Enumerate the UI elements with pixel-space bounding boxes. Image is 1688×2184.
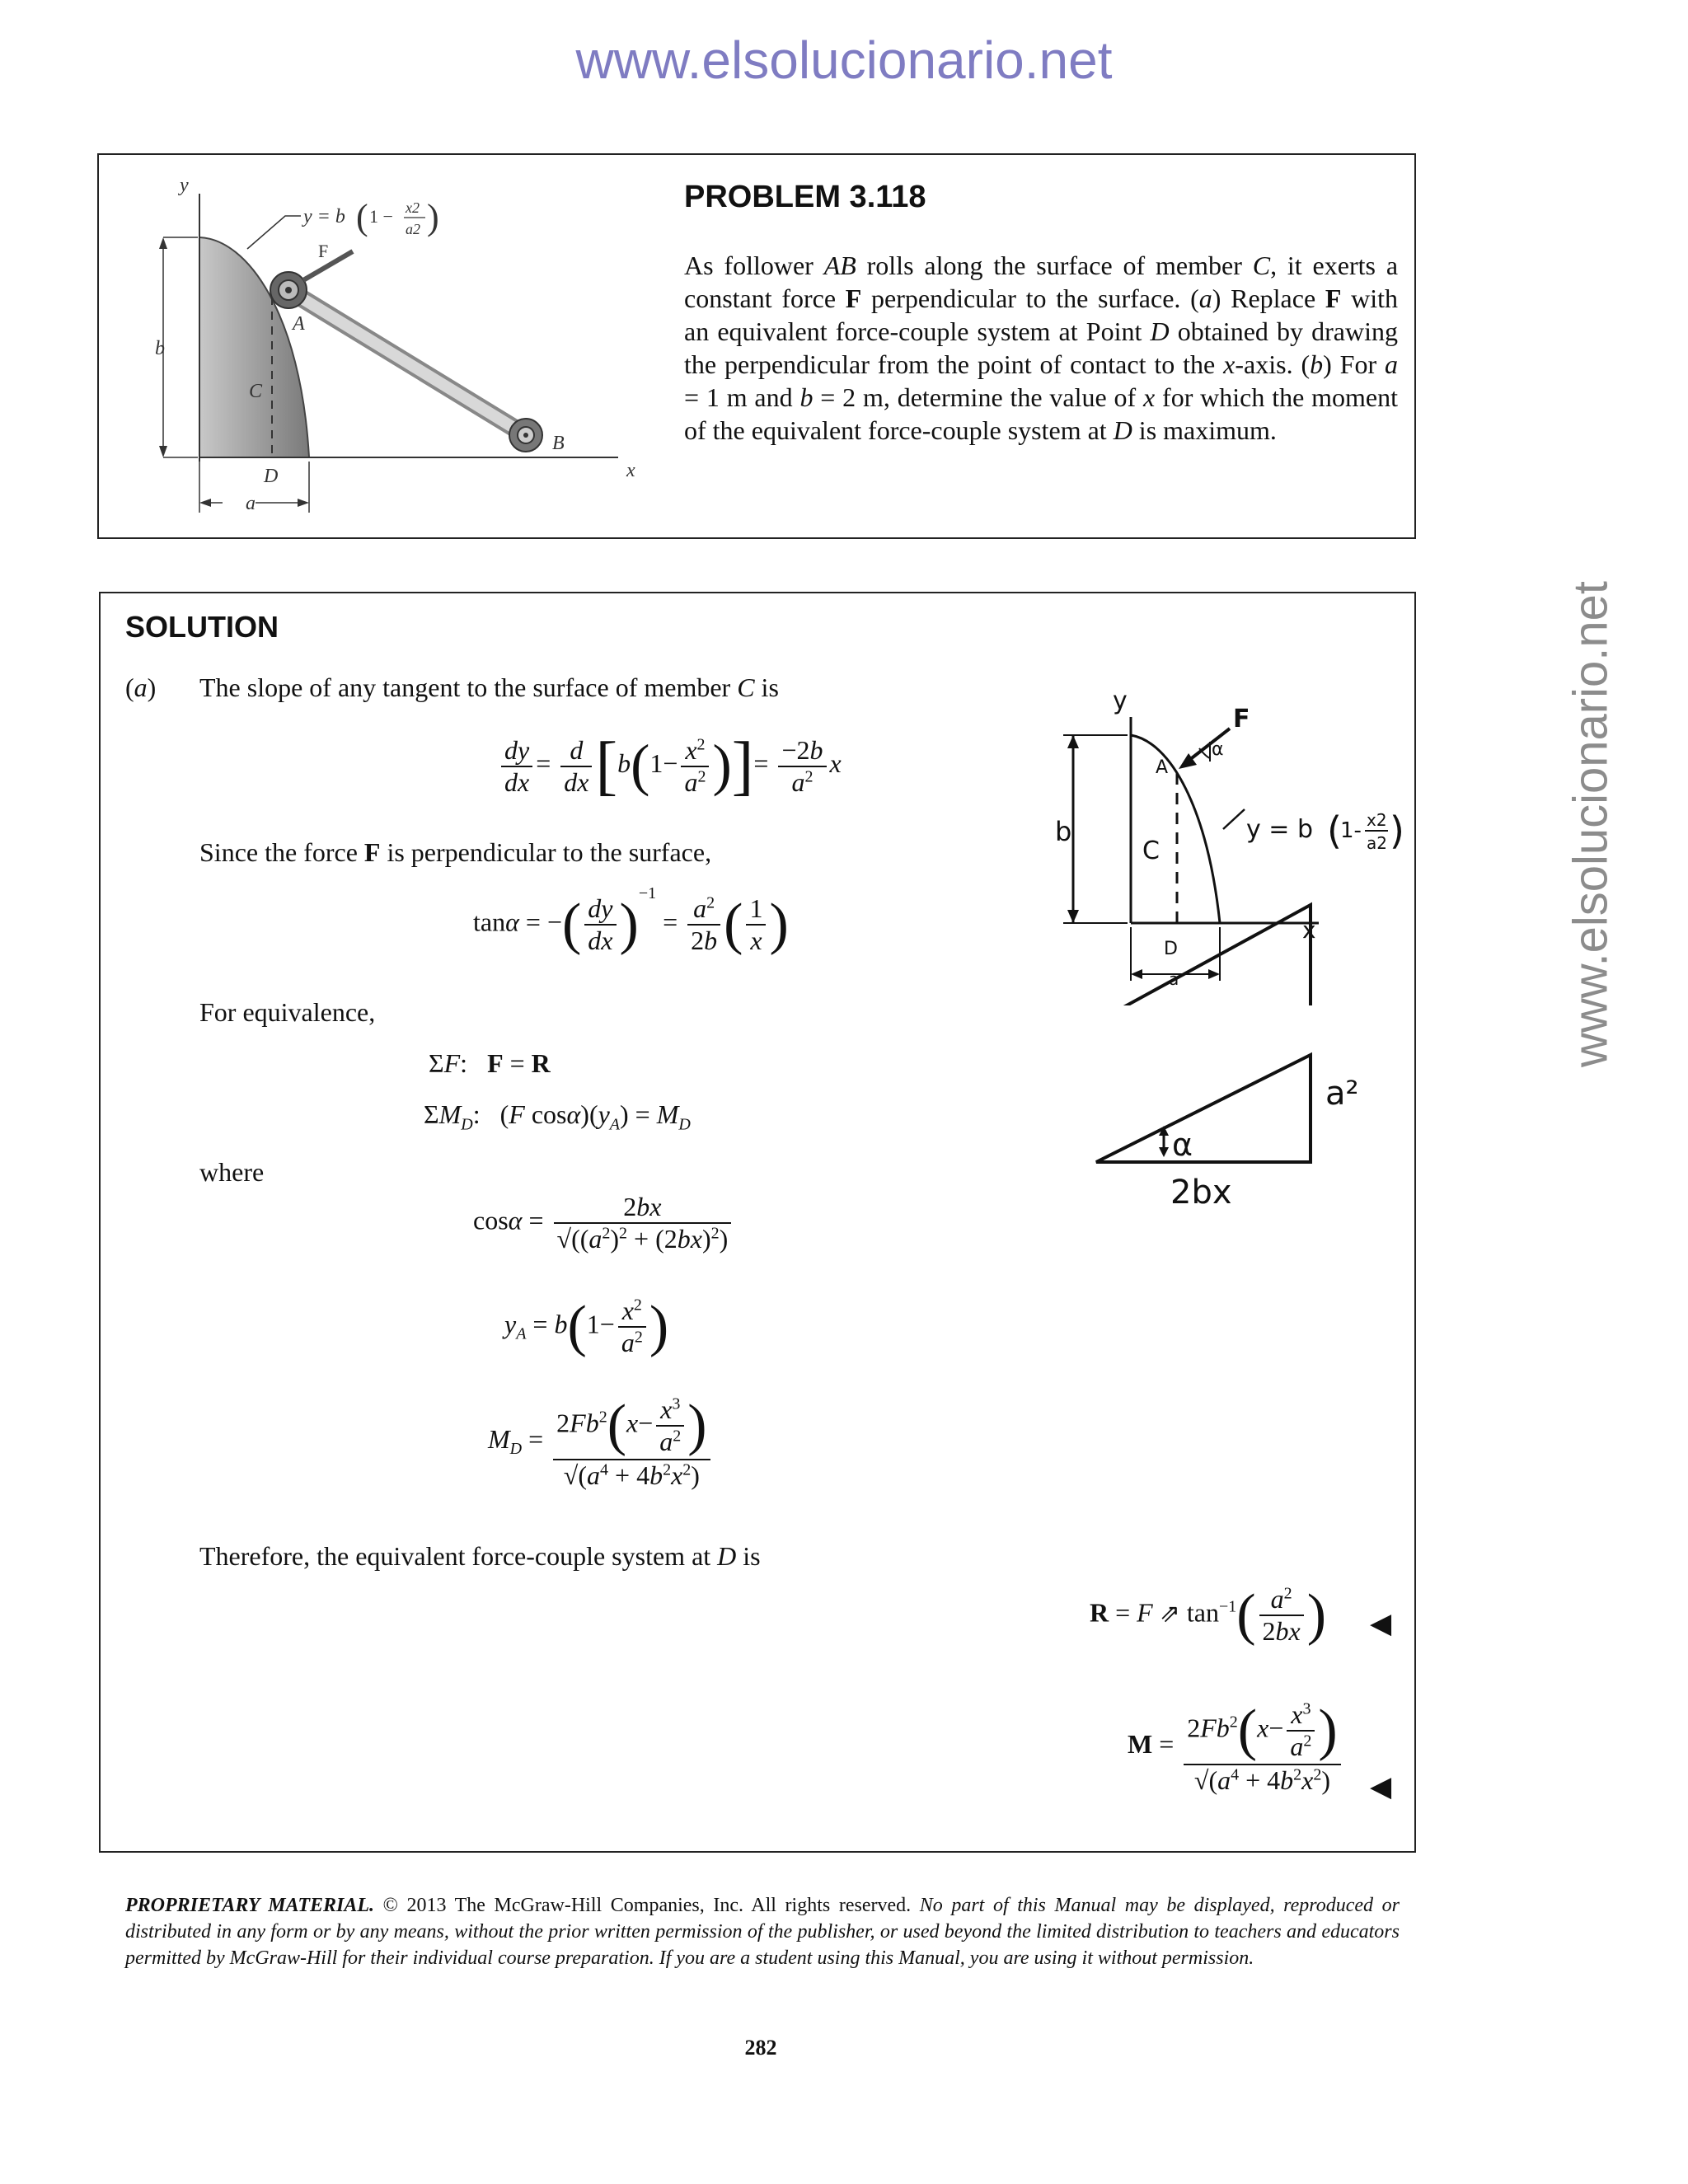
fig-curve-label: y = b [303, 206, 345, 227]
equation-sum-moments: $\Sigma M_D$: (F $\cos\alpha)(y_A) = M_D$ [424, 1099, 691, 1134]
watermark-side: www.elsolucionario.net [1564, 581, 1618, 1067]
sketch-label-D: D [1164, 939, 1178, 959]
sketch-label-C: C [1142, 837, 1160, 865]
svg-text:1-: 1- [1340, 818, 1362, 843]
sketch-label-alpha-1: α [1212, 739, 1224, 760]
svg-text:(: ( [356, 197, 368, 237]
watermark-top: www.elsolucionario.net [575, 30, 1113, 90]
svg-text:): ) [1390, 808, 1404, 853]
equation-MD: $M_D$ = $2Fb^2(x-$ $\frac{x^3}{a^2}$ ) $√(a^4 + 4b^2x^2)$ [488, 1393, 714, 1491]
sketch-label-y: y [1113, 687, 1128, 715]
problem-title: PROBLEM 3.118 [684, 180, 926, 214]
problem-statement: As follower AB rolls along the surface of member C, it exerts a constant force F perpendicular to the surface. (a) Replace F with an equivalent force-couple system at Point D obtained by drawing the perpendicular from the point of contact to the x-axis. (b) For a = 1 m and b = 2 m, determine the value of x for which the moment of the equivalent force-couple system at D is maximum. [684, 251, 1399, 445]
triangle-2bx: 2bx [1170, 1174, 1232, 1212]
therefore-line: Therefore, the equivalent force-couple system at D is [199, 1541, 761, 1571]
sketch-label-A: A [1156, 757, 1169, 778]
equation-tan-alpha: tanα = −( $\frac{dy}{dx}$ )$^{-1}$ = $\frac{a^2}{2b}$ ( $\frac{1}{x}$ ) [473, 883, 789, 956]
equation-yA: $y_A = b(1-$ $\frac{x^2}{a^2}$ ) [504, 1295, 669, 1358]
sketch-label-b: b [1055, 816, 1072, 847]
fig-label-F: F [318, 241, 329, 261]
answer-M: M = $2Fb^2(x-$ $\frac{x^3}{a^2}$ ) $√(a^4 + 4b^2x^2)$ [1128, 1698, 1344, 1796]
fig-label-D: D [264, 466, 279, 487]
fig-curve-one: 1 − [369, 206, 393, 227]
solution-line-2: Since the force F is perpendicular to the surface, [199, 837, 712, 867]
svg-text:(: ( [1327, 808, 1342, 853]
fig-label-A: A [293, 313, 305, 335]
answer-R: R = F ⇗ $\tan^{-1}$( $\frac{a^2}{2bx}$ ) [1090, 1583, 1327, 1647]
solution-title: SOLUTION [125, 610, 279, 644]
equation-slope: $\frac{dy}{dx}$ = $\frac{d}{dx}$ [b(1− $\frac{x^2}{a^2}$ )]= $\frac{-2b}{a^2}$ x [498, 729, 842, 804]
sketch-curve-label: y = b [1246, 815, 1314, 844]
fig-curve-num: x2 [406, 199, 420, 216]
part-a-label: (a) [125, 673, 157, 702]
where-label: where [199, 1157, 265, 1187]
solution-sketch [1055, 676, 1418, 1005]
fig-label-x: x [626, 460, 635, 481]
copyright-footer: PROPRIETARY MATERIAL. © 2013 The McGraw-Hill Companies, Inc. All rights reserved. No part of this Manual may be displayed, reproduced or distributed in any form or by any means, without the prior written permission of the publisher, or used beyond the limited distribution to teachers and educators permitted by McGraw-Hill for their individual course preparation. If you are a student using this Manual, you are using it without permission. [125, 1895, 1400, 1969]
fig-label-b: b [155, 338, 165, 359]
fig-label-a: a [246, 493, 256, 514]
fig-curve-den: a2 [406, 221, 420, 237]
sketch-label-x: x [1302, 916, 1316, 944]
solution-line-1: The slope of any tangent to the surface of member C is [199, 673, 779, 702]
svg-text:): ) [427, 197, 439, 237]
triangle-a2: a² [1325, 1075, 1359, 1113]
sketch-label-F: F [1233, 705, 1250, 733]
answer-marker-R: ◀ [1370, 1609, 1392, 1639]
sketch-label-a: a [1169, 969, 1179, 989]
sketch-curve-den: a2 [1367, 833, 1387, 853]
fig-label-y: y [180, 175, 189, 196]
page-number: 282 [744, 2036, 777, 2060]
equation-sum-forces: ΣF: F = R [429, 1048, 551, 1078]
fig-label-C: C [249, 381, 263, 402]
sketch-curve-num: x2 [1367, 810, 1387, 830]
triangle-sketch [1071, 1030, 1401, 1220]
problem-figure [124, 165, 651, 519]
answer-marker-M: ◀ [1370, 1772, 1392, 1802]
fig-label-B: B [552, 433, 565, 454]
triangle-alpha: α [1172, 1127, 1193, 1163]
equation-cos-alpha: cosα = $\frac{2bx}{√((a^2)^2 + (2bx)^2)}$ [473, 1192, 734, 1254]
solution-line-3: For equivalence, [199, 997, 376, 1027]
